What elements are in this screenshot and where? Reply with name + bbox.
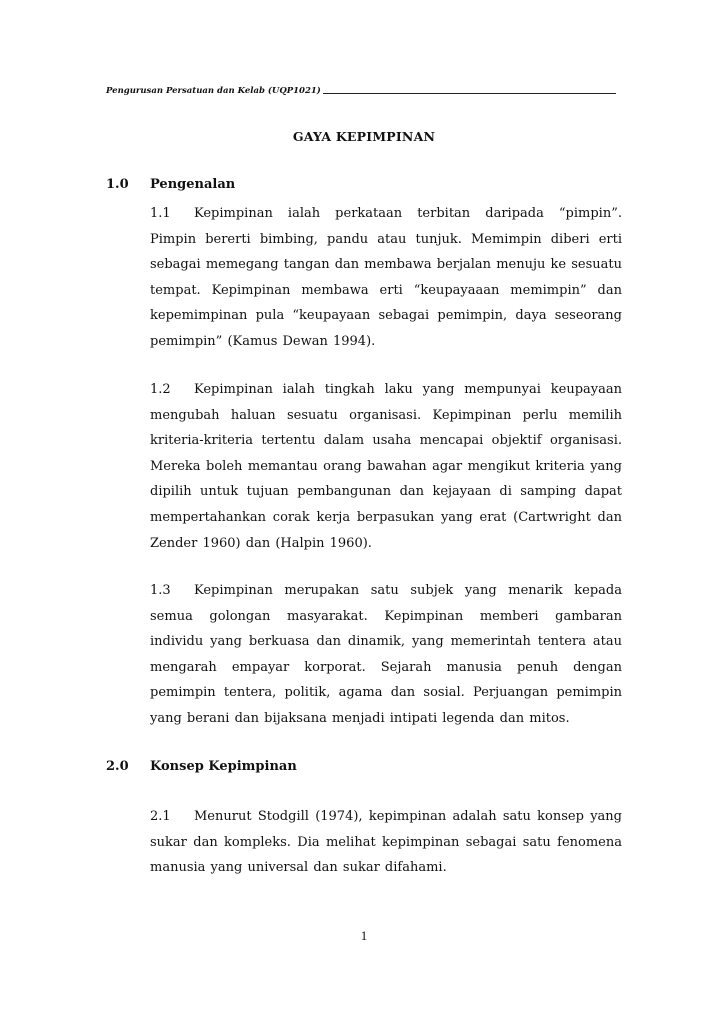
paragraph-1-1 bbox=[150, 201, 622, 355]
paragraph-1-2 bbox=[150, 377, 622, 556]
paragraph-2-1 bbox=[150, 804, 622, 881]
section-heading-2 bbox=[106, 759, 297, 774]
section-heading-1 bbox=[106, 177, 235, 192]
running-header bbox=[106, 86, 616, 96]
section-title: Pengenalan bbox=[150, 177, 236, 192]
paragraph-number: 1.2 bbox=[150, 382, 171, 397]
paragraph-number: 1.3 bbox=[150, 583, 171, 598]
paragraph-text: Kepimpinan ialah perkataan terbitan daripada “pimpin”. Pimpin bererti bimbing, pandu atau tunjuk. Memimpin diberi erti sebagai memegang tangan dan membawa berjalan menuju ke sesuatu tempat. Kepimpinan membawa erti “keupayaaan memimpin” dan kepemimpinan pula “keupayaan sebagai pemimpin, daya seseorang pemimpin” (Kamus Dewan 1994). bbox=[150, 206, 622, 349]
paragraph-number: 1.1 bbox=[150, 206, 171, 221]
running-header-rule bbox=[323, 93, 616, 94]
paragraph-text: Kepimpinan ialah tingkah laku yang mempunyai keupayaan mengubah haluan sesuatu organisasi. Kepimpinan perlu memilih kriteria-kriteria tertentu dalam usaha mencapai objektif organisasi. Mereka boleh memantau orang bawahan agar mengikut kriteria yang dipilih untuk tujuan pembangunan dan kejayaan di samping dapat mempertahankan corak kerja berpasukan yang erat (Cartwright dan Zender 1960) dan (Halpin 1960). bbox=[150, 382, 622, 551]
section-number: 2.0 bbox=[106, 759, 129, 774]
paragraph-text: Kepimpinan merupakan satu subjek yang menarik kepada semua golongan masyarakat. Kepimpinan memberi gambaran individu yang berkuasa dan dinamik, yang memerintah tentera atau mengarah empayar korporat. Sejarah manusia penuh dengan pemimpin tentera, politik, agama dan sosial. Perjuangan pemimpin yang berani dan bijaksana menjadi intipati legenda dan mitos. bbox=[150, 583, 622, 726]
paragraph-text: Menurut Stodgill (1974), kepimpinan adalah satu konsep yang sukar dan kompleks. Dia melihat kepimpinan sebagai satu fenomena manusia yang universal dan sukar difahami. bbox=[150, 809, 622, 876]
paragraph-1-3 bbox=[150, 578, 622, 732]
section-title: Konsep Kepimpinan bbox=[150, 759, 297, 774]
section-number: 1.0 bbox=[106, 177, 129, 192]
paragraph-number: 2.1 bbox=[150, 809, 171, 824]
document-title: GAYA KEPIMPINAN bbox=[292, 129, 436, 144]
page-number: 1 bbox=[360, 928, 368, 943]
running-header-title: Pengurusan Persatuan dan Kelab (UQP1021) bbox=[106, 86, 321, 96]
